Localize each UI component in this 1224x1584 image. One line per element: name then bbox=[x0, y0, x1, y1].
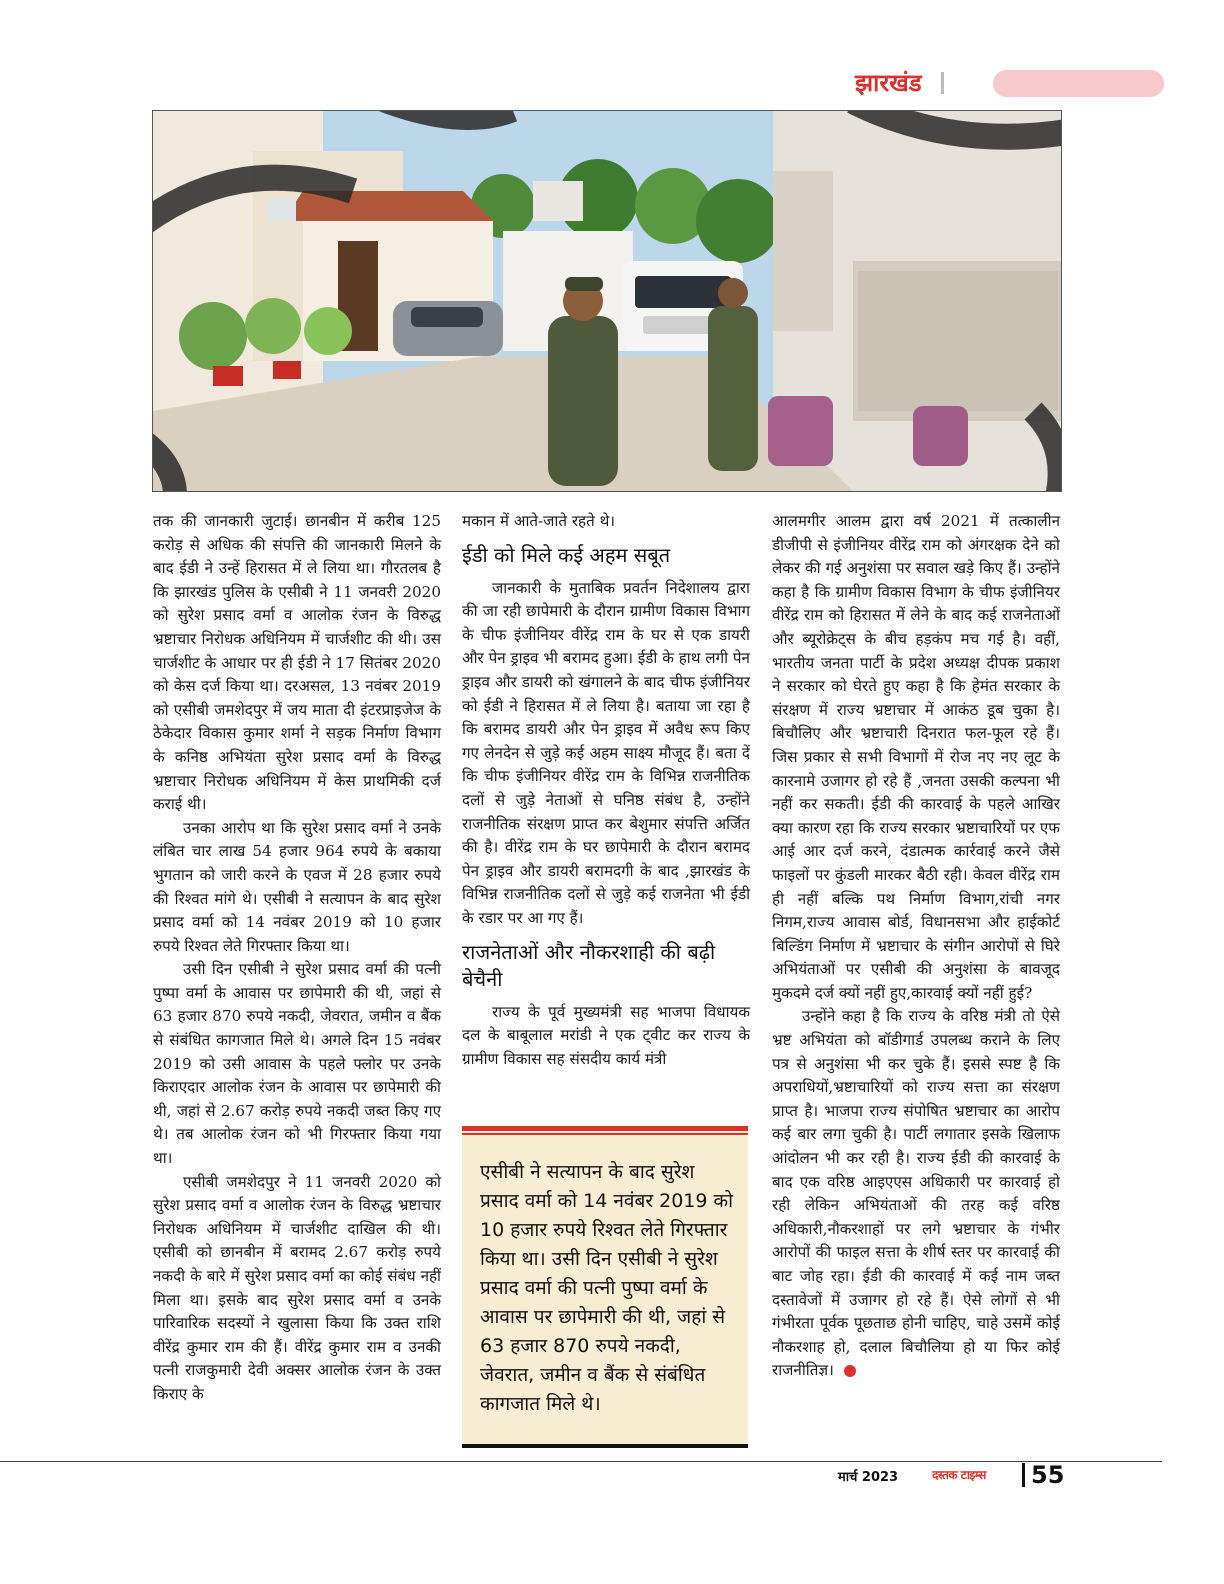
pullquote-top-rule bbox=[462, 1126, 748, 1131]
pullquote-top-rule-thin bbox=[462, 1133, 748, 1135]
paragraph-with-end-mark bbox=[772, 1005, 1060, 1383]
article-column-1 bbox=[153, 510, 441, 1407]
paragraph: मकान में आते-जाते रहते थे। bbox=[462, 512, 616, 530]
paragraph: उसी दिन एसीबी ने सुरेश प्रसाद वर्मा की पत्नी पुष्पा वर्मा के आवास पर छापेमारी की थी, जहां से 63 हजार 870 रुपये नकदी, जेवरात, जमीन व बैंक से संबंधित कागजात मिले थे। अगले दिन 15 नवंबर 2019 को उसी आवास के पहले फ्लोर पर उनके किराएदार आलोक रंजन के आवास पर छापेमारी की थी, जहां से 2.67 करोड़ रुपये नकदी जब्त किए गए थे। तब आलोक रंजन को भी गिरफ्तार किया गया था। bbox=[153, 960, 441, 1168]
page-number: 55 bbox=[1031, 1461, 1065, 1489]
footer-divider bbox=[1022, 1463, 1025, 1487]
pullquote-bottom-rule bbox=[462, 1444, 748, 1448]
paragraph: जानकारी के मुताबिक प्रवर्तन निदेशालय द्वारा की जा रही छापेमारी के दौरान ग्रामीण विकास विभाग के चीफ इंजीनियर वीरेंद्र राम के घर से एक डायरी और पेन ड्राइव भी बरामद हुआ। ईडी के हाथ लगी पेन ड्राइव और डायरी को खंगालने के बाद चीफ इंजीनियर को ईडी ने हिरासत में ले लिया है। बताया जा रहा है कि बरामद डायरी और पेन ड्राइव में अवैध रूप किए गए लेनदेन से जुड़े कई अहम साक्ष्य मौजूद हैं। बता दें कि चीफ इंजीनियर वीरेंद्र राम के विभिन्न राजनीतिक दलों से जुड़े नेताओं से घनिष्ठ संबंध है, उन्होंने राजनीतिक संरक्षण प्राप्त कर बेशुमार संपत्ति अर्जित की है। वीरेंद्र राम के घर छापेमारी के दौरान बरामद पेन ड्राइव और डायरी बरामदगी के बाद ,झारखंड के विभिन्न राजनीतिक दलों से जुड़े कई राजनेता भी ईडी के रडार पर आ गए हैं। bbox=[462, 578, 750, 927]
paragraph: तक की जानकारी जुटाई। छानबीन में करीब 125 करोड़ से अधिक की संपत्ति की जानकारी मिलने के बाद ईडी ने उन्हें हिरासत में ले लिया था। गौरतलब है कि झारखंड पुलिस के एसीबी ने 11 जनवरी 2020 को सुरेश प्रसाद वर्मा व आलोक रंजन के विरुद्ध भ्रष्टाचार निरोधक अधिनियम में चार्जशीट की थी। उस चार्जशीट के आधार पर ही ईडी ने 17 सितंबर 2020 को केस दर्ज किया था। दरअसल, 13 नवंबर 2019 को एसीबी जमशेदपुर में जय माता दी इंटरप्राइजेज के ठेकेदार विकास कुमार शर्मा ने सड़क निर्माण विभाग के कनिष्ठ अभियंता सुरेश प्रसाद वर्मा के विरुद्ध भ्रष्टाचार निरोधक अधिनियम में केस प्राथमिकी दर्ज कराई थी। bbox=[153, 512, 441, 814]
subheading: राजनेताओं और नौकरशाही की बढ़ी बेचैनी bbox=[462, 939, 716, 991]
paragraph: एसीबी जमशेदपुर ने 11 जनवरी 2020 को सुरेश प्रसाद वर्मा व आलोक रंजन के विरुद्ध भ्रष्टाचार निरोधक अधिनियम में चार्जशीट दाखिल की थी। एसीबी को छानबीन में बरामद 2.67 करोड़ रुपये नकदी के बारे में सुरेश प्रसाद वर्मा का कोई संबंध नहीं मिला था। इसके बाद सुरेश प्रसाद वर्मा व उनके पारिवारिक सदस्यों ने खुलासा किया कि उक्त राशि वीरेंद्र कुमार राम की हैं। वीरेंद्र कुमार राम व उनकी पत्नी राजकुमारी देवी अक्सर आलोक रंजन के उक्त किराए के bbox=[153, 1172, 441, 1403]
article-column-3 bbox=[772, 510, 1060, 1383]
paragraph: राज्य के पूर्व मुख्यमंत्री सह भाजपा विधायक दल के बाबूलाल मरांडी ने एक ट्वीट कर राज्य के ग्रामीण विकास सह संसदीय कार्य मंत्री bbox=[462, 1002, 750, 1068]
article-column-2 bbox=[462, 510, 750, 1071]
header-divider bbox=[941, 72, 944, 94]
paragraph: उनका आरोप था कि सुरेश प्रसाद वर्मा ने उनके लंबित चार लाख 54 हजार 964 रुपये के बकाया भुगतान को जारी करने के एवज में 28 हजार रुपये की रिश्वत मांगे थे। एसीबी ने सत्यापन के बाद सुरेश प्रसाद वर्मा को 14 नवंबर 2019 को 10 हजार रुपये रिश्वत लेते गिरफ्तार किया था। bbox=[153, 818, 441, 955]
paragraph: आलमगीर आलम द्वारा वर्ष 2021 में तत्कालीन डीजीपी से इंजीनियर वीरेंद्र राम को अंगरक्षक देने को लेकर की गई अनुशंसा पर सवाल खड़े किए हैं। उन्होंने कहा है कि ग्रामीण विकास विभाग के चीफ इंजीनियर वीरेंद्र राम को हिरासत में लेने के बाद कई राजनेताओं और ब्यूरोक्रेट्स के बीच हड़कंप मच गई है। वहीं, भारतीय जनता पार्टी के प्रदेश अध्यक्ष दीपक प्रकाश ने सरकार को घेरते हुए कहा है कि हेमंत सरकार के संरक्षण में राज्य भ्रष्टाचार में आकंठ डूब चुका है। बिचौलिए और भ्रष्टाचारी दिनरात फल-फूल रहे हैं। जिस प्रकार से सभी विभागों में रोज नए नए लूट के कारनामे उजागर हो रहे हैं ,जनता उसकी कल्पना भी नहीं कर सकती। ईडी की कारवाई के पहले आखिर क्या कारण रहा कि राज्य सरकार भ्रष्टाचारियों पर एफ आई आर दर्ज करने, दंडात्मक कार्रवाई करने जैसे फाइलों पर कुंडली मारकर बैठी रही। केवल वीरेंद्र राम ही नहीं बल्कि पथ निर्माण विभाग,रांची नगर निगम,राज्य आवास बोर्ड, विधानसभा और हाईकोर्ट बिल्डिंग निर्माण में भ्रष्टाचार के संगीन आरोपों से घिरे अभियंताओं पर एसीबी की अनुशंसा के बावजूद मुकदमे दर्ज क्यों नहीं हुए,कारवाई क्यों नहीं हुई? bbox=[772, 512, 1060, 1002]
section-title: झारखंड bbox=[855, 69, 922, 97]
magazine-logo: दस्तक टाइम्स bbox=[932, 1468, 986, 1482]
footer-rule bbox=[0, 1461, 1162, 1462]
pullquote-text: एसीबी ने सत्यापन के बाद सुरेश प्रसाद वर्मा को 14 नवंबर 2019 को 10 हजार रुपये रिश्वत लेते गिरफ्तार किया था। उसी दिन एसीबी ने सुरेश प्रसाद वर्मा की पत्नी पुष्पा वर्मा के आवास पर छापेमारी की थी, जहां से 63 हजार 870 रुपये नकदी, जेवरात, जमीन व बैंक से संबंधित कागजात मिले थे। bbox=[480, 1161, 734, 1415]
header-decoration bbox=[993, 70, 1164, 97]
paragraph: उन्होंने कहा है कि राज्य के वरिष्ठ मंत्री तो ऐसे भ्रष्ट अभियंता को बॉडीगार्ड उपलब्ध कराने के लिए पत्र से अनुशंसा भी कर चुके हैं। इससे स्पष्ट है कि अपराधियों,भ्रष्टाचारियों को राज्य सत्ता का संरक्षण प्राप्त है। भाजपा राज्य संपोषित भ्रष्टाचार का आरोप कई बार लगा चुकी है। पार्टी लगातार इसके खिलाफ आंदोलन भी कर रही है। राज्य ईडी की कारवाई के बाद एक वरिष्ठ आइएएस अधिकारी पर कारवाई हो रही लेकिन अभियंताओं की तरह कई वरिष्ठ अधिकारी,नौकरशाहों पर लगे भ्रष्टाचार के गंभीर आरोपों की फाइल सत्ता के शीर्ष स्तर पर कारवाई की बाट जोह रहा। ईडी की कारवाई में कई नाम जब्त दस्तावेजों में उजागर हो रहे हैं। ऐसे लोगों से भी गंभीरता पूर्वक पूछताछ होनी चाहिए, चाहे उसमें कोई नौकरशाह हो, दलाल बिचौलिया हो या फिर कोई राजनीतिज्ञ। bbox=[772, 1007, 1060, 1380]
article-photo bbox=[152, 110, 1062, 492]
issue-date: मार्च 2023 bbox=[838, 1470, 899, 1485]
subheading: ईडी को मिले कई अहम सबूत bbox=[462, 542, 671, 567]
end-mark-icon bbox=[844, 1365, 856, 1377]
